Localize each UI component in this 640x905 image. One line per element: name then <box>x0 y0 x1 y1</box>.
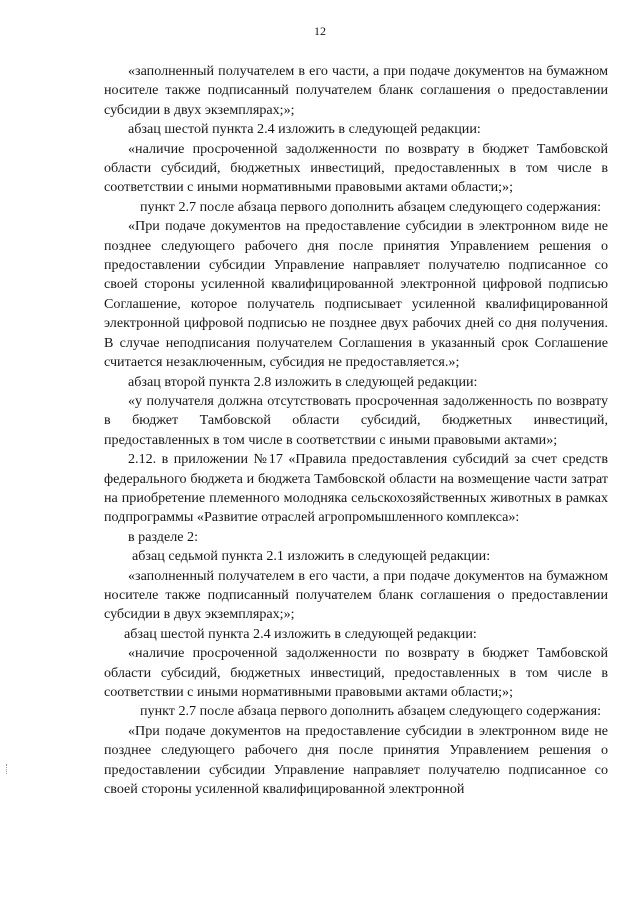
paragraph-14: пункт 2.7 после абзаца первого дополнить абзацем следующего содержания: <box>140 703 602 720</box>
paragraph-5: «При подаче документов на предоставление субсидии в электронном виде не позднее следующего рабочего дня после принятия Управлением решения о предоставлении субсидии Управление направляет получателю подписанное со своей стороны усиленной квалифицированной электронной цифровой подписью Соглашение, которое получатель подписывает усиленной квалифицированной электронной цифровой подписью не позднее двух рабочих дней со дня получения. В случае неподписания получателем Соглашения в указанный срок Соглашение считается незаключенным, субсидия не предоставляется.»; <box>104 218 608 371</box>
paragraph-3: «наличие просроченной задолженности по возврату в бюджет Тамбовской области субсидий, бюджетных инвестиций, предоставленных в том числе в соответствии с иными нормативными правовыми актами области;»; <box>104 140 608 196</box>
paragraph-7: «у получателя должна отсутствовать просроченная задолженность по возврату в бюджет Тамбовской области субсидий, бюджетных инвестиций, предоставленных в том числе в соответствии с иными правовыми актами»; <box>104 392 608 448</box>
paragraph-1: «заполненный получателем в его части, а при подаче документов на бумажном носителе также подписанный получателем бланк соглашения о предоставлении субсидии в двух экземплярах;»; <box>104 63 608 118</box>
paragraph-6: абзац второй пункта 2.8 изложить в следующей редакции: <box>128 373 478 390</box>
paragraph-4: пункт 2.7 после абзаца первого дополнить абзацем следующего содержания: <box>140 198 602 215</box>
paragraph-2: абзац шестой пункта 2.4 изложить в следующей редакции: <box>128 121 481 138</box>
paragraph-8: 2.12. в приложении №17 «Правила предоставления субсидий за счет средств федерального бюджета и бюджета Тамбовской области на возмещение части затрат на приобретение племенного молодняка сельскохозяйственных животных в рамках подпрограммы «Развитие отраслей агропромышленного комплекса»: <box>104 451 608 526</box>
scan-artifact <box>6 764 9 774</box>
paragraph-11: «заполненный получателем в его части, а при подаче документов на бумажном носителе также подписанный получателем бланк соглашения о предоставлении субсидии в двух экземплярах;»; <box>104 567 608 623</box>
page-number: 12 <box>314 24 326 38</box>
paragraph-10: абзац седьмой пункта 2.1 изложить в следующей редакции: <box>132 548 491 565</box>
paragraph-9: в разделе 2: <box>128 528 198 545</box>
paragraph-13: «наличие просроченной задолженности по возврату в бюджет Тамбовской области субсидий, бюджетных инвестиций, предоставленных в том числе в соответствии с иными нормативными правовыми актами области;»; <box>104 645 608 700</box>
paragraph-15: «При подаче документов на предоставление субсидии в электронном виде не позднее следующего рабочего дня после принятия Управлением решения о предоставлении субсидии Управление направляет получателю подписанное со своей стороны усиленной квалифицированной электронной <box>104 722 608 798</box>
paragraph-12: абзац шестой пункта 2.4 изложить в следующей редакции: <box>124 625 477 642</box>
document-body <box>104 62 608 799</box>
